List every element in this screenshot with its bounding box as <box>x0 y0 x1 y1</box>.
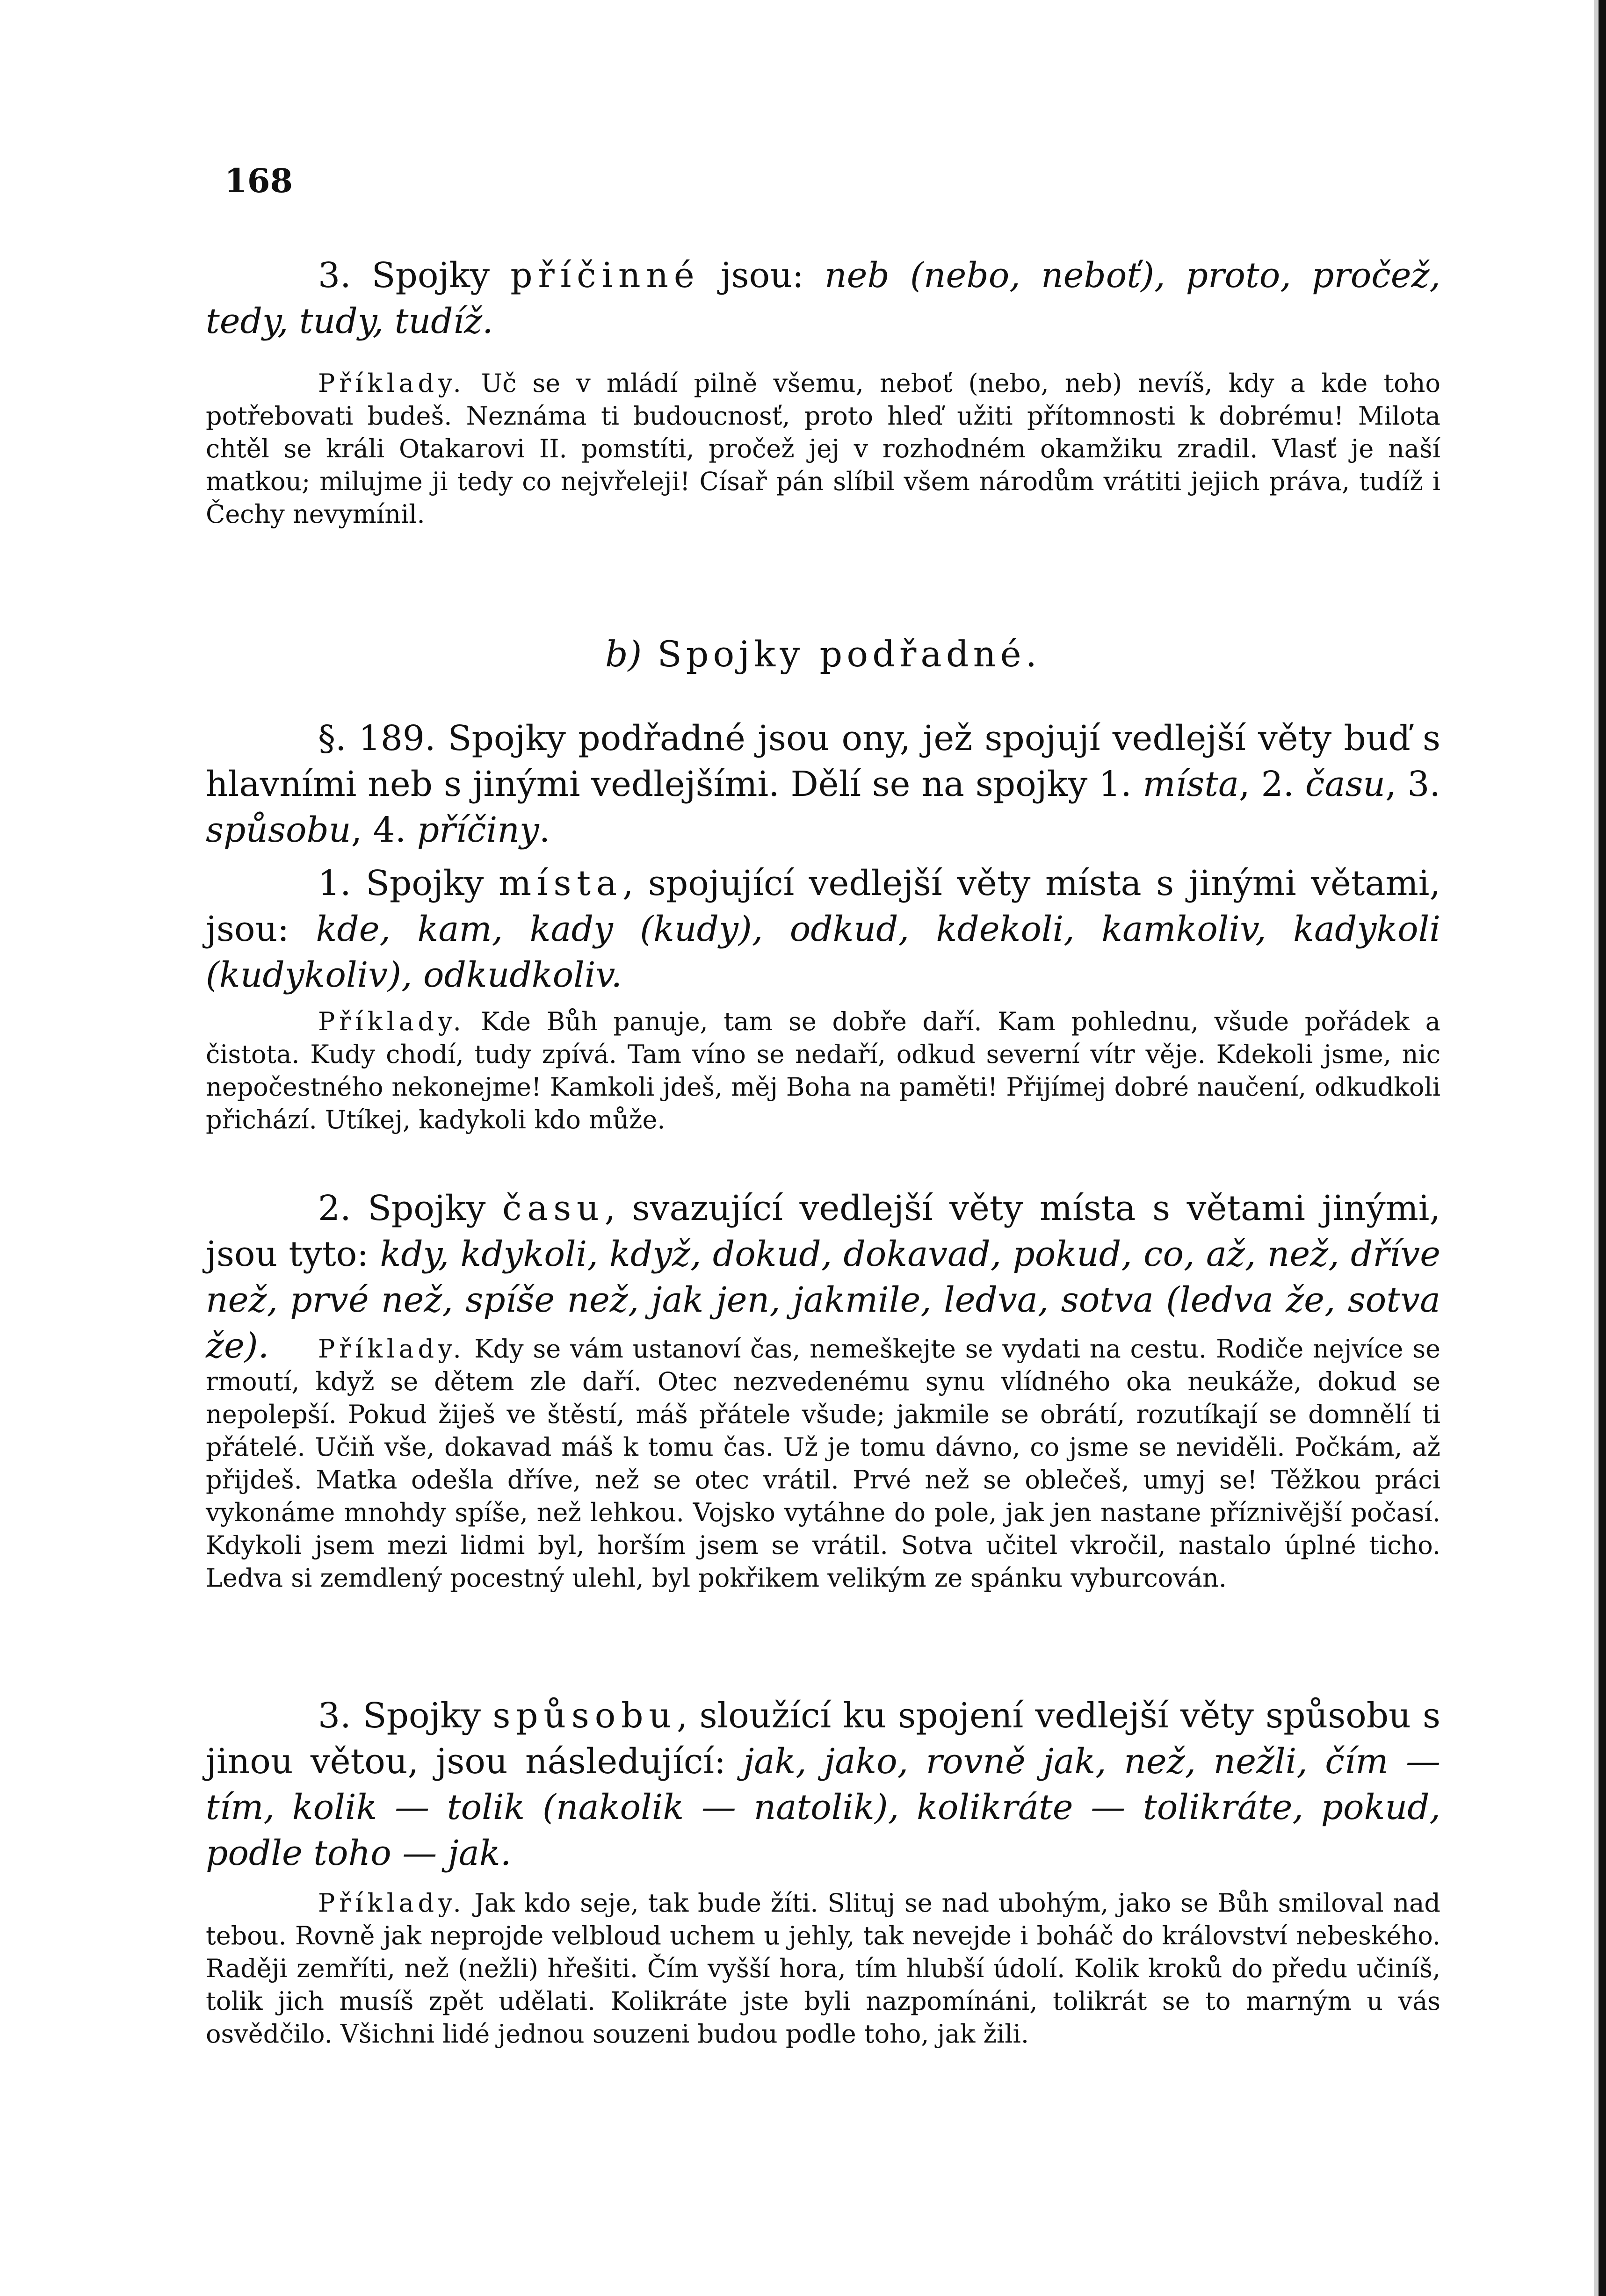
examples-manner <box>206 1887 1440 2051</box>
time-list: kdy, kdykoli, když, dokud, dokavad, pokud, co, až, než, dříve než, prvé než, spíše než, jak jen, jakmile, ledva, sotva (ledva že, sotva že). <box>206 1234 1440 1366</box>
examples-text: Kde Bůh panuje, tam se dobře daří. Kam pohlednu, všude pořádek a čistota. Kudy chodí, tudy zpívá. Tam víno se nedaří, odkud severní vítr věje. Kdekoli jsme, nic nepočestného nekonejme! Kamkoli jdeš, měj Boha na paměti! Přijímej dobré naučení, odkudkoli přichází. Utíkej, kadykoli kdo může. <box>206 1007 1440 1134</box>
examples-time <box>206 1333 1440 1595</box>
p189-manner: spůsobu <box>206 810 351 850</box>
examples-place <box>206 1005 1440 1136</box>
examples-text: Jak kdo seje, tak bude žíti. Slituj se nad ubohým, jako se Bůh smiloval nad tebou. Rovně jak neprojde velbloud uchem u jehly, tak nevejde i boháč do království nebeského. Raději zemříti, než (nežli) hřešiti. Čím vyšší hora, tím hlubší údolí. Kolik kroků do předu učiníš, tolik jich musíš zpět udělati. Kolikráte jste byli nazpomínáni, tolikrát se to marným u vás osvědčilo. Všichni lidé jednou souzeni budou podle toho, jak žili. <box>206 1888 1440 2049</box>
examples-label: Příklady. <box>318 1888 465 1918</box>
examples-label: Příklady. <box>318 368 465 398</box>
scan-edge-band <box>1599 0 1606 2296</box>
heading-letter: b) <box>605 633 642 675</box>
causal-term: příčinné <box>510 255 700 296</box>
scan-edge-shadow <box>1594 0 1599 2296</box>
manner-term: spůsobu <box>492 1696 677 1736</box>
place-conjunctions-paragraph <box>206 860 1440 998</box>
p189-sep-3: , 4. <box>351 810 417 850</box>
causal-conjunctions-paragraph <box>206 253 1440 344</box>
causal-after-term: jsou: <box>700 255 825 296</box>
p189-text: §. 189. Spojky podřadné jsou ony, jež spojují vedlejší věty buď s hlavními neb s jinými vedlejšími. Dělí se na spojky 1. <box>206 718 1440 804</box>
book-page <box>206 0 1440 2296</box>
p189-end: . <box>539 810 550 850</box>
manner-list: jak, jako, rovně jak, než, nežli, čím — tím, kolik — tolik (nakolik — natolik), kolikráte — tolikráte, pokud, podle toho — jak. <box>206 1741 1441 1873</box>
time-intro: 2. Spojky <box>318 1188 502 1228</box>
place-intro: 1. Spojky <box>318 863 499 903</box>
time-term: času <box>502 1188 605 1228</box>
manner-conjunctions-paragraph <box>206 1693 1440 1876</box>
manner-after: , sloužící ku spojení vedlejší věty spůsobu s jinou větou, jsou následující: <box>206 1696 1440 1782</box>
examples-causal <box>206 367 1440 531</box>
p189-place: místa <box>1143 764 1239 804</box>
examples-text: Uč se v mládí pilně všemu, neboť (nebo, neb) nevíš, kdy a kde toho potřebovati budeš. Neznáma ti budoucnosť, proto hleď užiti přítomnosti k dobrému! Milota chtěl se králi Otakarovi II. pomstíti, pročež jej v rozhodném okamžiku zradil. Vlasť je naší matkou; milujme ji tedy co nejvřeleji! Císař pán slíbil všem národům vrátiti jejich práva, tudíž i Čechy nevymínil. <box>206 368 1440 529</box>
examples-label: Příklady. <box>318 1007 465 1036</box>
examples-label: Příklady. <box>318 1334 465 1364</box>
place-after: , spojující vedlejší věty místa s jinými větami, jsou: <box>206 863 1440 949</box>
place-term: místa <box>498 863 622 903</box>
p189-time: času <box>1305 764 1386 804</box>
p189-sep-1: , 2. <box>1239 764 1305 804</box>
examples-text: Kdy se vám ustanoví čas, nemeškejte se vydati na cestu. Rodiče nejvíce se rmoutí, když se dětem zle daří. Otec nezvedenému synu vlídného oka neukáže, dokud se nepolepší. Pokud žiješ ve štěstí, máš přátele všude; jakmile se obrátí, rozutíkají se domnělí ti přátelé. Učiň vše, dokavad máš k tomu čas. Už je tomu dávno, co jsme se neviděli. Počkám, až přijdeš. Matka odešla dříve, než se otec vrátil. Prvé než se oblečeš, umyj se! Těžkou práci vykonáme mnohdy spíše, než lehkou. Vojsko vytáhne do pole, jak jen nastane příznivější počasí. Kdykoli jsem mezi lidmi byl, horším jsem se vrátil. Sotva učitel vkročil, nastalo úplné ticho. Ledva si zemdlený pocestný ulehl, byl pokřikem velikým ze spánku vyburcován. <box>206 1334 1440 1593</box>
page-number: 168 <box>224 161 293 200</box>
causal-list: neb (nebo, neboť), proto, pročež, tedy, tudy, tudíž. <box>206 255 1440 341</box>
section-heading-subordinating <box>206 631 1440 677</box>
place-list: kde, kam, kady (kudy), odkud, kdekoli, kamkoliv, kadykoli (kudykoliv), odkudkoliv. <box>206 909 1440 995</box>
causal-intro: 3. Spojky <box>318 255 511 296</box>
p189-sep-2: , 3. <box>1385 764 1441 804</box>
time-after: , svazující vedlejší věty místa s větami jinými, jsou tyto: <box>206 1188 1440 1274</box>
p189-cause: příčiny <box>417 810 539 850</box>
manner-intro: 3. Spojky <box>318 1696 493 1736</box>
heading-title: Spojky podřadné. <box>642 633 1042 675</box>
paragraph-189 <box>206 715 1440 853</box>
